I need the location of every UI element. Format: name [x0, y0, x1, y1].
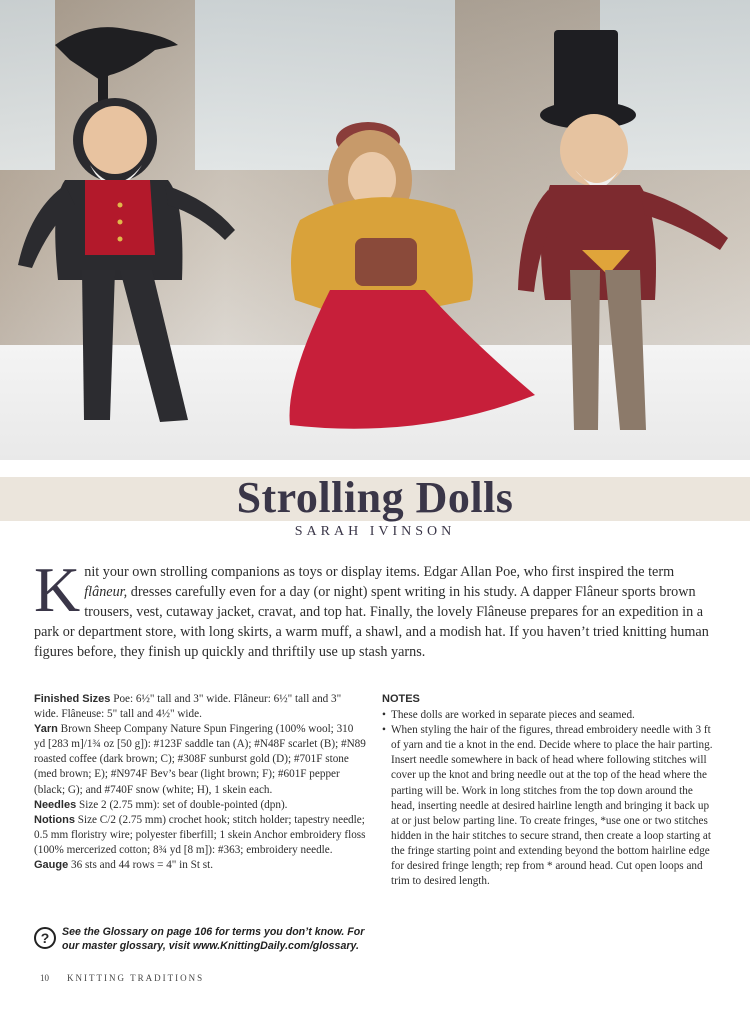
poe-doll: [18, 27, 235, 422]
flaneur-doll: [518, 30, 728, 430]
yarn-spec: [34, 722, 366, 797]
flaneuse-doll: [290, 122, 536, 429]
intro-text: dresses carefully even for a day (or night) spent writing in his study. A dapper Flâneur sports brown trousers, vest, cutaway jacket, cravat, and top hat. Finally, the lovely Flâneuse prepares for an expedition in a park or department store, with long skirts, a warm muff, a shawl, and a modish hat. If you haven’t tried knitting human figures before, they finish up quickly and thriftily use up stash yarns.: [34, 584, 709, 660]
page-title: Strolling Dolls: [236, 473, 514, 522]
spec-label: Finished Sizes: [34, 693, 111, 705]
gauge-spec: [34, 858, 366, 873]
question-icon: ?: [34, 927, 56, 949]
spec-value: 36 sts and 44 rows = 4" in St st.: [68, 859, 214, 872]
spec-value: Size 2 (2.75 mm): set of double-pointed (dpn).: [76, 798, 288, 811]
spec-value: Brown Sheep Company Nature Spun Fingering (100% wool; 310 yd [283 m]/1¾ oz [50 g]): #123F saddle tan (A); #N48F scarlet (B); #N89 roasted coffee (dark brown; C); #308F sunburst gold (D); #701F stone (med brown; E); #N974F Bev’s bear (light brown; F); #601F pepper (black; G); and #740F snow (white; H), 1 skein each.: [34, 723, 366, 796]
publication-name: KNITTING TRADITIONS: [67, 973, 205, 983]
notes-column: [382, 692, 716, 889]
intro-italic-term: flâneur,: [84, 584, 128, 600]
spec-label: Notions: [34, 813, 75, 826]
drop-cap: K: [34, 554, 81, 625]
notions-spec: [34, 813, 366, 858]
glossary-callout: [34, 925, 374, 953]
notes-heading: NOTES: [382, 693, 420, 705]
dolls-photo: [0, 0, 750, 460]
page-number: 10: [40, 973, 49, 983]
notes-item: • When styling the hair of the figures, thread embroidery needle with 3 ft of yarn and tie a knot in the end. Decide where to place the hair parting. Insert needle somewhere in back of head where following stitches will cover up the knot and bring needle out at the top of the head where the parting will be. Work in long stitches from the top down around the head, inserting needle at desired hairline length and bringing it back up at or just below parting line. To create fringes, *use one or two stitches hidden in the hair stitches to secure strand, then create a loop starting at the fringe starting point and extending beyond the bottom hairline edge for desired fringe length; rep from * around head. Cut open loops and trim to desired length.: [382, 723, 716, 889]
spec-label: Yarn: [34, 723, 58, 736]
author-byline: SARAH IVINSON: [294, 524, 456, 539]
dolls-illustration: [0, 0, 750, 460]
needles-spec: [34, 798, 366, 813]
page-footer: [40, 973, 204, 983]
spec-value: Size C/2 (2.75 mm) crochet hook; stitch holder; tapestry needle; 0.5 mm floristry wire; polyester fiberfill; 1 skein Anchor embroidery floss (100% mercerized cotton; 8¾ yd [8 m]): #363; embroidery needle.: [34, 813, 366, 856]
notes-item: • These dolls are worked in separate pieces and seamed.: [382, 708, 716, 723]
spec-value: Poe: 6½" tall and 3" wide. Flâneur: 6½" tall and 3" wide. Flâneuse: 5" tall and 4½" wide.: [34, 693, 342, 721]
notes-list: [382, 708, 716, 889]
intro-paragraph: [34, 554, 718, 662]
specs-column: [34, 692, 366, 873]
finished-sizes: [34, 692, 366, 722]
intro-text: nit your own strolling companions as toys or display items. Edgar Allan Poe, who first inspired the term: [84, 564, 675, 580]
spec-label: Needles: [34, 798, 77, 811]
glossary-text: See the Glossary on page 106 for terms you don’t know. For our master glossary, visit www.KnittingDaily.com/glossary.: [62, 926, 365, 952]
spec-label: Gauge: [34, 859, 69, 872]
